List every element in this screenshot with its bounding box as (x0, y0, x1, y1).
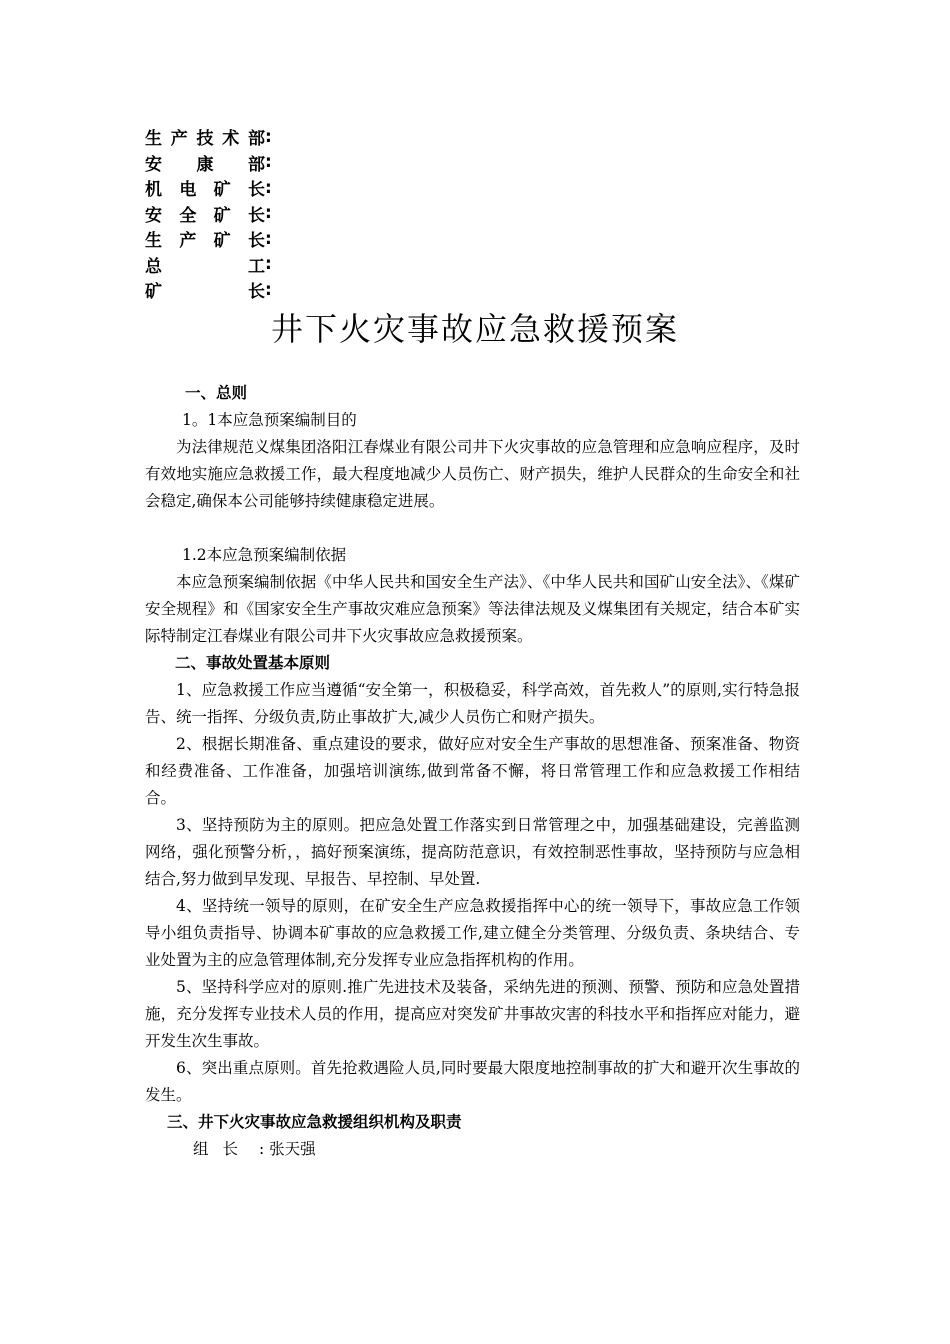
signature-label-char: 康 (196, 154, 214, 175)
signature-row (145, 226, 275, 252)
signature-label-char: 总 (145, 256, 162, 277)
signature-label-char: 产 (170, 129, 188, 150)
signature-label (145, 124, 265, 149)
paragraph-basis: 本应急预案编制依据《中华人民共和国安全生产法》、《中华人民共和国矿山安全法》、《煤矿安全规程》和《国家安全生产事故灾难应急预案》等法律法规及义煤集团有关规定，结合本矿实际特制定江春煤业有限公司井下火灾事故应急救援预案。 (145, 573, 800, 645)
signature-colon: : (265, 279, 272, 300)
subsection-basis: 1.2本应急预案编制依据 (182, 546, 347, 564)
signature-label-char: 生 (145, 231, 162, 252)
team-leader-line (145, 1136, 800, 1163)
signature-row (145, 201, 275, 227)
signature-label (145, 201, 265, 226)
signature-colon: : (265, 228, 272, 249)
principle-item: 1、应急救援工作应当遵循“安全第一，积极稳妥，科学高效，首先救人”的原则,实行特急报告、统一指挥、分级负责,防止事故扩大,减少人员伤亡和财产损失。 (145, 681, 800, 726)
principle-item: 3、坚持预防为主的原则。把应急处置工作落实到日常管理之中，加强基础建设，完善监测网络，强化预警分析，，搞好预案演练，提高防范意识，有效控制恶性事故，坚持预防与应急相结合,努力做到早发现、早报告、早控制、早处置. (145, 816, 800, 888)
signature-label-char: 长 (247, 205, 265, 226)
document-body (145, 380, 800, 1163)
signature-row (145, 150, 275, 176)
signature-label-char: 安 (145, 154, 162, 175)
signature-colon: : (265, 254, 272, 275)
spacer (145, 515, 800, 542)
section-heading-general: 一、总则 (185, 384, 248, 402)
signature-label (145, 150, 265, 175)
signature-label-char: 部 (248, 129, 265, 150)
paragraph-purpose: 为法律规范义煤集团洛阳江春煤业有限公司井下火灾事故的应急管理和应急响应程序，及时有效地实施应急救援工作，最大程度地减少人员伤亡、财产损失，维护人民群众的生命安全和社会稳定,确保本公司能够持续健康稳定进展。 (145, 438, 800, 510)
team-leader-name: 张天强 (269, 1140, 316, 1158)
principle-item: 2、根据长期准备、重点建设的要求，做好应对安全生产事故的思想准备、预案准备、物资和经费准备、工作准备，加强培训演练,做到常备不懈，将日常管理工作和应急救援工作相结合。 (145, 735, 800, 807)
team-leader-separator: : (259, 1140, 265, 1158)
signature-colon: : (265, 152, 272, 173)
signature-label-char: 矿 (213, 231, 231, 252)
signature-label-char: 长 (247, 231, 265, 252)
signature-label-char: 生 (145, 129, 162, 150)
section-heading-principles: 二、事故处置基本原则 (175, 654, 331, 672)
signature-label-char: 矿 (145, 282, 162, 303)
subsection-purpose: 1。1本应急预案编制目的 (182, 411, 357, 429)
signature-colon: : (265, 203, 272, 224)
signature-row (145, 175, 275, 201)
signature-label-char: 矿 (213, 205, 231, 226)
signature-label-char: 工 (248, 256, 265, 277)
signature-label-char: 部 (248, 154, 265, 175)
signature-label-char: 电 (179, 180, 197, 201)
signature-label-char: 长 (248, 282, 265, 303)
team-leader-label: 组长 (193, 1140, 253, 1158)
signature-label (145, 226, 265, 251)
principle-item: 4、坚持统一领导的原则，在矿安全生产应急救援指挥中心的统一领导下，事故应急工作领导小组负责指导、协调本矿事故的应急救援工作,建立健全分类管理、分级负责、条块结合、专业处置为主的应急管理体制,充分发挥专业应急指挥机构的作用。 (145, 897, 800, 969)
signature-label (145, 175, 265, 200)
section-heading-organization: 三、井下火灾事故应急救援组织机构及职责 (167, 1113, 462, 1131)
signature-label-char: 安 (145, 205, 162, 226)
signature-label-char: 机 (145, 180, 162, 201)
signature-block (145, 124, 275, 303)
principle-item: 6、突出重点原则。首先抢救遇险人员,同时要最大限度地控制事故的扩大和避开次生事故的发生。 (145, 1059, 800, 1104)
signature-label-char: 术 (222, 129, 240, 150)
signature-label-char: 长 (247, 180, 265, 201)
signature-label (145, 252, 265, 277)
signature-row (145, 124, 275, 150)
signature-colon: : (265, 126, 272, 147)
document-title: 井下火灾事故应急救援预案 (270, 310, 679, 348)
signature-colon: : (265, 177, 272, 198)
signature-label-char: 产 (179, 231, 197, 252)
principle-item: 5、坚持科学应对的原则.推广先进技术及装备，采纳先进的预测、预警、预防和应急处置措施，充分发挥专业技术人员的作用，提高应对突发矿井事故灾害的科技水平和指挥应对能力，避开发生次生事故。 (145, 978, 800, 1050)
signature-row (145, 277, 275, 303)
signature-row (145, 252, 275, 278)
signature-label (145, 277, 265, 302)
signature-label-char: 技 (196, 129, 214, 150)
signature-label-char: 矿 (213, 180, 231, 201)
signature-label-char: 全 (179, 205, 197, 226)
